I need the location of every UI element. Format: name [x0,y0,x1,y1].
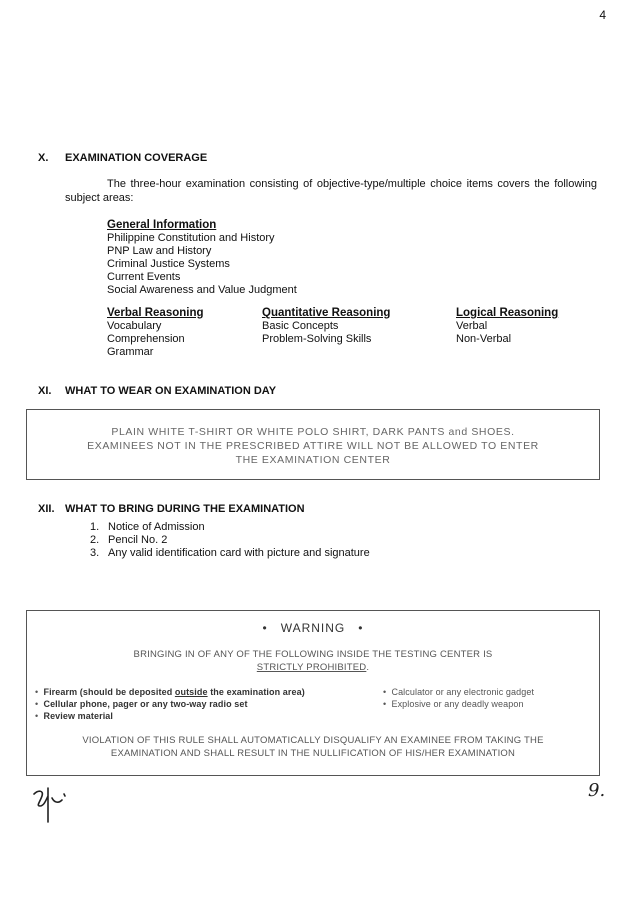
quantitative-reasoning-heading: Quantitative Reasoning [262,307,391,319]
section-x-number: X. [38,152,49,164]
prohibited-item-text: the examination area) [207,687,305,697]
prohibited-item [383,686,534,698]
handwritten-initials-signature [28,782,76,826]
quantitative-item: Basic Concepts [262,320,339,332]
bring-item [90,547,370,560]
bullet-icon: • [35,699,39,709]
verbal-item: Grammar [107,346,154,358]
bullet-icon: • [383,687,387,697]
bring-item-text: Any valid identification card with picture and signature [108,547,370,559]
general-item: Social Awareness and Value Judgment [107,284,297,296]
general-information-heading: General Information [107,219,217,231]
bring-item-text: Pencil No. 2 [108,534,168,546]
violation-notice [27,734,599,760]
warning-heading [27,621,599,635]
attire-line: PLAIN WHITE T-SHIRT OR WHITE POLO SHIRT, DARK PANTS and SHOES. [111,426,515,438]
logical-reasoning-column [456,307,558,346]
warning-subtitle: BRINGING IN OF ANY OF THE FOLLOWING INSIDE THE TESTING CENTER IS STRICTLY PROHIBITED. [27,648,599,674]
warning-sub-line: BRINGING IN OF ANY OF THE FOLLOWING INSIDE THE TESTING CENTER IS [133,649,493,660]
prohibited-item [383,698,524,710]
quantitative-reasoning-column [262,307,390,346]
section-x-title: EXAMINATION COVERAGE [65,152,208,164]
bring-item [90,521,370,534]
logical-reasoning-heading: Logical Reasoning [456,307,559,319]
prohibited-item [35,710,113,722]
section-xii-number: XII. [38,503,55,515]
warning-box [26,610,600,776]
bullet-icon: • [383,699,387,709]
verbal-item: Comprehension [107,333,185,345]
general-item: Current Events [107,271,181,283]
section-xi-title: WHAT TO WEAR ON EXAMINATION DAY [65,385,277,397]
general-information-block [107,219,297,297]
bring-item [90,534,370,547]
page-number: 4 [599,8,606,22]
attire-line: EXAMINEES NOT IN THE PRESCRIBED ATTIRE WILL NOT BE ALLOWED TO ENTER [87,440,539,452]
prohibited-item [35,698,248,710]
handwritten-mark: 9. [588,780,606,801]
violation-line: EXAMINATION AND SHALL RESULT IN THE NULLIFICATION OF HIS/HER EXAMINATION [110,748,516,759]
bring-item-number: 1. [90,521,100,533]
bullet-icon: • [35,687,39,697]
prohibited-item-text: Firearm (should be deposited [43,687,175,697]
quantitative-item: Problem-Solving Skills [262,333,372,345]
logical-item: Non-Verbal [456,333,512,345]
prohibited-item-text: Review material [43,711,114,721]
prohibited-item-text: Explosive or any deadly weapon [391,699,524,709]
coverage-paragraph-text: The three-hour examination consisting of objective-type/multiple choice items covers the following subject areas: [65,178,597,204]
warning-title: WARNING [280,621,346,635]
section-xi-number: XI. [38,385,52,397]
prohibited-item-text: Cellular phone, pager or any two-way radio set [43,699,248,709]
verbal-item: Vocabulary [107,320,162,332]
general-item: PNP Law and History [107,245,212,257]
violation-line: VIOLATION OF THIS RULE SHALL AUTOMATICALLY DISQUALIFY AN EXAMINEE FROM TAKING THE [82,735,544,746]
bring-item-number: 3. [90,547,100,559]
attire-line: THE EXAMINATION CENTER [235,454,391,466]
verbal-reasoning-column [107,307,204,359]
bring-list [90,521,370,560]
bullet-icon: • [358,621,364,635]
section-xii-title: WHAT TO BRING DURING THE EXAMINATION [65,503,305,515]
strictly-prohibited: STRICTLY PROHIBITED [256,662,367,673]
general-item: Philippine Constitution and History [107,232,275,244]
logical-item: Verbal [456,320,488,332]
prohibited-item [35,686,305,698]
general-item: Criminal Justice Systems [107,258,230,270]
bullet-icon: • [262,621,268,635]
bullet-icon: • [35,711,39,721]
prohibited-item-emphasis: outside [174,687,208,697]
bring-item-text: Notice of Admission [108,521,205,533]
attire-notice-box [26,409,600,480]
coverage-paragraph [65,177,597,205]
bring-item-number: 2. [90,534,100,546]
verbal-reasoning-heading: Verbal Reasoning [107,307,204,319]
prohibited-item-text: Calculator or any electronic gadget [391,687,535,697]
